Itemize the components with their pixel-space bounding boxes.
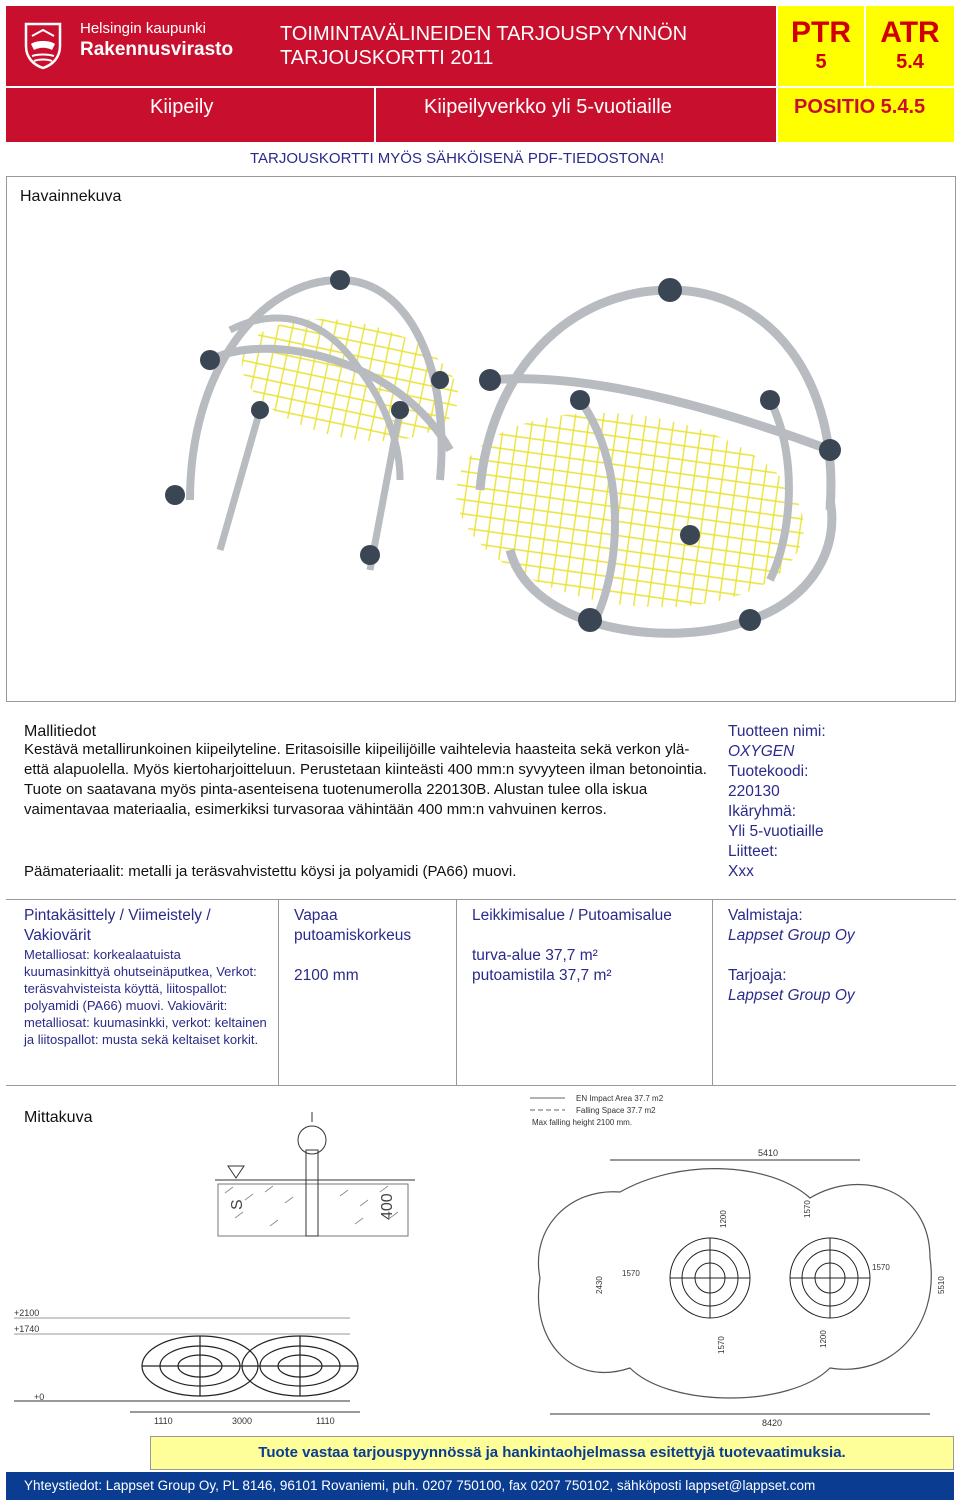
requirement-box: [150, 1436, 954, 1470]
product-name-value: OXYGEN: [728, 743, 795, 760]
dim-total-length: 8420: [762, 1418, 783, 1428]
product-name-label: Tuotteen nimi:: [728, 723, 826, 740]
area-line2: putoamistila 37,7 m²: [472, 967, 612, 984]
attachments-value: Xxx: [728, 863, 754, 880]
illustration-label: Havainnekuva: [20, 188, 122, 205]
drawing-label: Mittakuva: [24, 1109, 93, 1126]
contact-text: Yhteystiedot: Lappset Group Oy, PL 8146, 96101 Rovaniemi, puh. 0207 750100, fax 0207 750102, sähköposti lappset@lappset.com: [24, 1478, 816, 1493]
depth-symbol: S: [229, 1199, 246, 1210]
ptr-value: 5: [815, 51, 827, 73]
legend-falling-space: Falling Space 37.7 m2: [576, 1106, 656, 1115]
product-illustration: [150, 250, 870, 670]
header-title-line1: TOIMINTAVÄLINEIDEN TARJOUSPYYNNÖN: [280, 23, 688, 45]
depth-value: 400: [379, 1193, 396, 1220]
model-description: Kestävä metallirunkoinen kiipeilyteline. Eritasoisille kiipeilijöille vaihtelevia haasteita sekä verkon ylä- että alapuolella. Myös kiertoharjoitteluun. Perustetaan kiinteästi 400 mm:n syvyyteen ilman betonointia. Tuote on saatavana myös pinta-asenteisena tuotenumerolla 220130B. Alustan tulee olla iskua vaimentavaa materiaalia, esimerkiksi turvasoraa vähintään 400 mm:n vahvuinen kerros.: [24, 741, 707, 818]
area-line1: turva-alue 37,7 m²: [472, 947, 598, 964]
header-title-line2: TARJOUSKORTTI 2011: [280, 47, 494, 69]
maker-label: Valmistaja:: [728, 907, 803, 924]
supplier-block: [728, 906, 948, 1006]
model-materials: Päämateriaalit: metalli ja teräsvahvistettu köysi ja polyamidi (PA66) muovi.: [24, 863, 517, 880]
product-title-box: [374, 86, 776, 142]
requirement-text: Tuote vastaa tarjouspyynnössä ja hankintaohjelmassa esitettyjä tuotevaatimuksia.: [258, 1444, 846, 1461]
spec-divider-3: [712, 900, 713, 1086]
city-crest-icon: [18, 20, 68, 70]
ptr-box: [776, 6, 864, 86]
spec-divider-2: [456, 900, 457, 1086]
dim-2430: 2430: [595, 1276, 604, 1294]
contact-bar: [6, 1472, 954, 1500]
age-group-label: Ikäryhmä:: [728, 803, 797, 820]
atr-box: [864, 6, 954, 86]
bidder-value: Lappset Group Oy: [728, 987, 855, 1004]
technical-drawing: [10, 1088, 950, 1432]
span-1110-a: 1110: [154, 1416, 173, 1426]
category-label: Kiipeily: [150, 96, 214, 118]
span-3000: 3000: [232, 1416, 253, 1426]
product-code-label: Tuotekoodi:: [728, 763, 809, 780]
logo-line1: Helsingin kaupunki: [80, 20, 206, 37]
dim-1200-b: 1200: [819, 1330, 828, 1348]
position-box: [776, 86, 954, 142]
atr-value: 5.4: [896, 51, 924, 73]
product-info: [728, 722, 948, 882]
dim-1570-a: 1570: [803, 1200, 812, 1218]
product-title: Kiipeilyverkko yli 5-vuotiaille: [424, 96, 672, 118]
bidder-label: Tarjoaja:: [728, 967, 787, 984]
dim-1570-c: 1570: [872, 1263, 890, 1272]
legend-impact-area: EN Impact Area 37.7 m2: [576, 1094, 664, 1103]
area-heading: Leikkimisalue / Putoamisalue: [472, 907, 672, 924]
climbing-net-illustration: [150, 250, 870, 670]
level-2100: +2100: [14, 1308, 40, 1318]
logo-line2: Rakennusvirasto: [80, 39, 234, 60]
attachments-label: Liitteet:: [728, 843, 778, 860]
atr-label: ATR: [880, 16, 940, 49]
area-block: [472, 906, 712, 986]
dimension-drawing: [10, 1088, 950, 1432]
fall-height-value: 2100 mm: [294, 967, 359, 984]
level-1740: +1740: [14, 1324, 40, 1334]
level-0: +0: [34, 1392, 45, 1402]
category-box: [6, 86, 374, 142]
finish-heading: Pintakäsittely / Viimeistely / Vakiovärit: [24, 907, 211, 944]
pdf-notice: TARJOUSKORTTI MYÖS SÄHKÖISENÄ PDF-TIEDOSTONA!: [250, 150, 665, 167]
fall-height-heading: Vapaa putoamiskorkeus: [294, 907, 412, 944]
fall-height-block: [294, 906, 454, 986]
city-logo: [18, 16, 268, 74]
maker-value: Lappset Group Oy: [728, 927, 855, 944]
dim-1570-d: 1570: [717, 1336, 726, 1354]
dim-5510: 5510: [937, 1276, 946, 1294]
dim-1200-a: 1200: [719, 1210, 728, 1228]
dim-1570-b: 1570: [622, 1269, 640, 1278]
product-code-value: 220130: [728, 783, 780, 800]
dim-total-width: 5410: [758, 1148, 779, 1158]
position-label: POSITIO 5.4.5: [794, 96, 926, 118]
ptr-label: PTR: [791, 16, 851, 49]
model-heading: Mallitiedot: [24, 723, 97, 740]
finish-block: [24, 906, 269, 1048]
age-group-value: Yli 5-vuotiaille: [728, 823, 824, 840]
legend-max-height: Max falling height 2100 mm.: [532, 1118, 633, 1127]
finish-text: Metalliosat: korkealaatuista kuumasinkittyä ohutseinäputkea, Verkot: teräsvahvisteista köyttä, liitospallot: polyamidi (PA66) muovi. Vakiovärit: metalliosat: kuumasinkki, verkot: keltainen ja liitospallot: musta sekä keltaiset korkit.: [24, 947, 267, 1047]
span-1110-b: 1110: [316, 1416, 335, 1426]
spec-divider-1: [278, 900, 279, 1086]
